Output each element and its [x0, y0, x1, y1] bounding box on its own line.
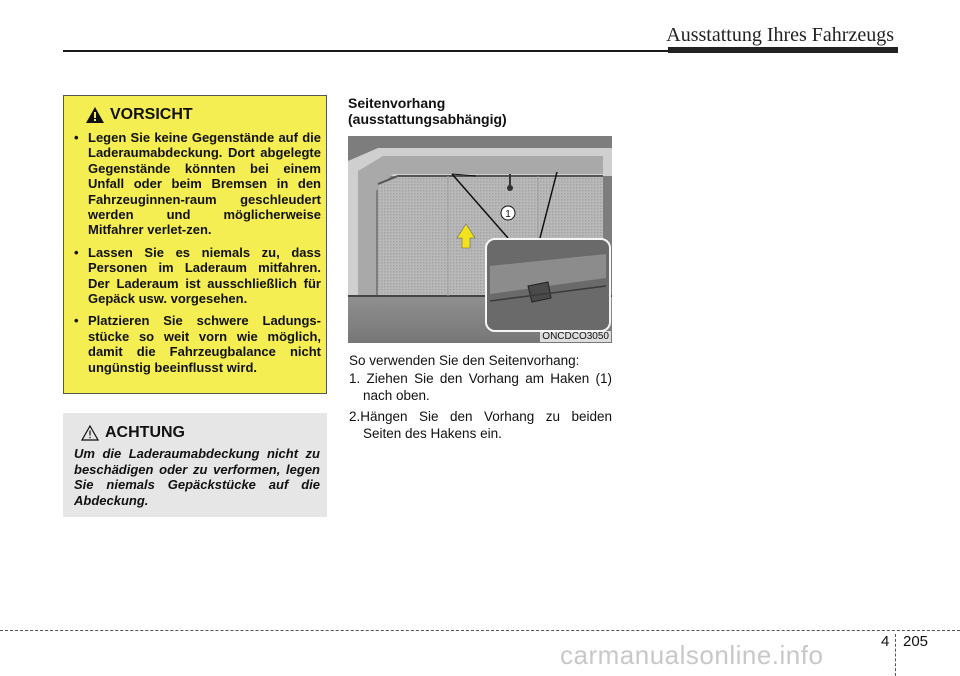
notice-text: Um die Laderaumabdeckung nicht zu beschädigen oder zu verformen, legen Sie niemals Gepäckstücke auf die Abdeckung.	[74, 446, 320, 508]
caution-heading	[86, 106, 193, 124]
instruction-step: 2.Hängen Sie den Vorhang zu beiden Seiten des Hakens ein.	[349, 409, 612, 441]
callout-label-1: 1	[505, 209, 511, 220]
page-number: 205	[903, 633, 929, 650]
instruction-steps	[349, 370, 612, 446]
section-title-line1: Seitenvorhang	[348, 95, 446, 111]
section-title	[348, 95, 507, 127]
notice-box	[63, 413, 327, 517]
notice-heading-label: ACHTUNG	[105, 424, 185, 441]
instruction-step: 1. Ziehen Sie den Vorhang am Haken (1) nach oben.	[349, 371, 612, 403]
instructions-intro: So verwenden Sie den Seitenvorhang:	[349, 353, 580, 368]
caution-item: • Lassen Sie es niemals zu, dass Personen im Laderaum mitfahren. Der Laderaum ist ausschließlich für Gepäck usw. vorgesehen.	[73, 245, 321, 307]
header-bar	[668, 47, 898, 53]
side-curtain-figure	[348, 136, 612, 343]
caution-list	[73, 130, 321, 382]
caution-box	[63, 95, 327, 394]
caution-item: • Legen Sie keine Gegenstände auf die Laderaumabdeckung. Dort abgelegte Gegenstände könnten bei einem Unfall oder beim Bremsen in den Fahrzeuginnen-raum geschleudert werden und möglicherweise Mitfahrer verlet-zen.	[73, 130, 321, 238]
header-rule	[63, 50, 668, 52]
figure-caption: ONCDCO3050	[542, 331, 609, 342]
notice-heading	[81, 424, 185, 442]
caution-heading-label: VORSICHT	[110, 106, 193, 123]
footer-rule	[0, 630, 960, 631]
page-divider	[895, 634, 896, 676]
caution-item: • Platzieren Sie schwere Ladungs-stücke so weit vorn wie möglich, damit die Fahrzeugbalance nicht ungünstig beeinflusst wird.	[73, 313, 321, 375]
running-header-title: Ausstattung Ihres Fahrzeugs	[666, 24, 894, 46]
watermark: carmanualsonline.info	[560, 640, 824, 670]
side-curtain-illustration	[348, 136, 612, 343]
section-title-line2: (ausstattungsabhängig)	[348, 111, 507, 127]
warning-outline-icon	[81, 425, 99, 441]
warning-triangle-icon	[86, 107, 104, 123]
chapter-number: 4	[881, 633, 890, 650]
